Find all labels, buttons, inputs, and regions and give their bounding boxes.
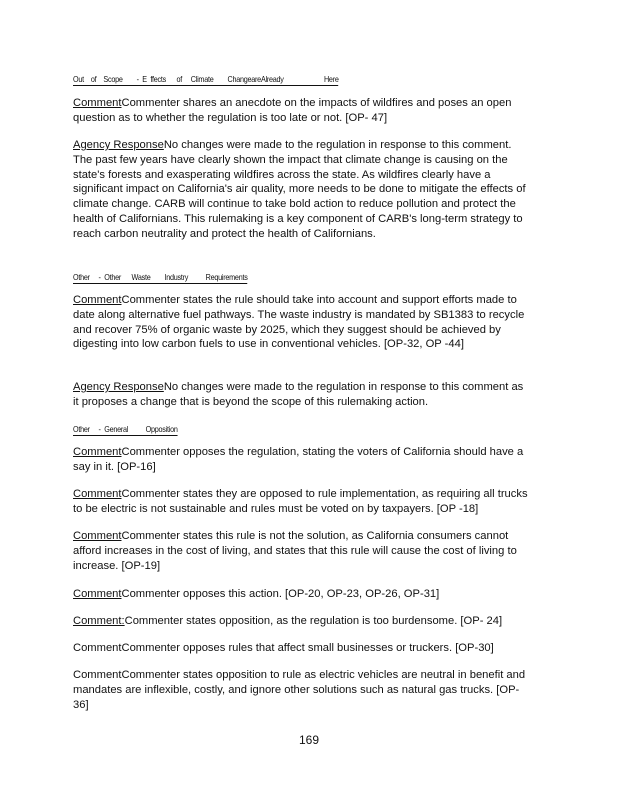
comment-entry <box>73 293 531 352</box>
comment-entry <box>73 529 531 573</box>
comment-text: Commenter shares an anecdote on the impacts of wildfires and poses an open question as to whether the regulation is too late or not. [OP- 47] <box>73 97 512 124</box>
agency-response-label: Agency Response <box>73 139 164 151</box>
comment-entry <box>73 668 531 712</box>
comment-text: Commenter opposes this action. [OP-20, OP-23, OP-26, OP-31] <box>121 588 440 600</box>
comment-text: Commenter states they are opposed to rule implementation, as requiring all trucks to be electric is not sustainable and rules must be voted on by taxpayers. [OP -18] <box>73 488 528 515</box>
comment-text: Commenter opposes the regulation, stating the voters of California should have a say in it. [OP-16] <box>73 446 524 473</box>
comment-entry <box>73 487 531 517</box>
comment-label: Comment: <box>73 615 125 627</box>
page-number: 169 <box>298 733 320 747</box>
comment-text: Commenter states this rule is not the solution, as California consumers cannot afford increases in the cost of living, and states that this rule will cause the cost of living to increase. [OP-19] <box>73 530 517 572</box>
comment-label: Comment <box>73 642 122 654</box>
comment-entry <box>73 614 531 629</box>
comment-text: Commenter states opposition to rule as electric vehicles are neutral in benefit and mandates are inflexible, costly, and ignore other solutions such as natural gas trucks. [OP-36] <box>73 669 526 711</box>
agency-response-entry <box>73 138 531 242</box>
comment-text: Commenter states the rule should take into account and support efforts made to date along alternative fuel pathways. The waste industry is mandated by SB1383 to recycle and recover 75% of organic waste by 2025, which they suggest should be achieved by digesting into low carbon fuels to use in conventional vehicles. [OP-32, OP -44] <box>73 294 525 351</box>
agency-response-label: Agency Response <box>73 381 164 393</box>
comment-text: Commenter opposes rules that affect small businesses or truckers. [OP-30] <box>121 642 494 654</box>
section-heading-general-opposition: Other - General Opposition <box>73 424 178 434</box>
comment-entry <box>73 96 531 126</box>
comment-text: Commenter states opposition, as the regulation is too burdensome. [OP- 24] <box>124 615 503 627</box>
comment-label: Comment <box>73 97 122 109</box>
agency-response-text: No changes were made to the regulation in response to this comment. The past few years have clearly shown the impact that climate change is causing on the state's forests and exasperating wildfires across the state. As wildfires clearly have a significant impact on California's air quality, more needs to be done to mitigate the effects of climate change. CARB will continue to take bold action to reduce pollution and protect the health of Californians. This rulemaking is a key component of CARB's long-term strategy to reach carbon neutrality and protect the health of Californians. <box>73 139 526 240</box>
comment-entry <box>73 587 531 602</box>
comment-label: Comment <box>73 488 122 500</box>
comment-label: Comment <box>73 669 122 681</box>
comment-label: Comment <box>73 446 122 458</box>
agency-response-text: No changes were made to the regulation in response to this comment as it proposes a change that is beyond the scope of this rulemaking action. <box>73 381 524 408</box>
comment-entry <box>73 641 531 656</box>
section-heading-waste-industry: Other - Other Waste Industry Requirements <box>73 272 248 282</box>
section-heading-out-of-scope: Out of Scope - E ffects of Climate ChangeareAlready Here <box>73 74 339 84</box>
comment-label: Comment <box>73 294 122 306</box>
comment-label: Comment <box>73 530 122 542</box>
comment-label: Comment <box>73 588 122 600</box>
agency-response-entry <box>73 380 531 410</box>
comment-entry <box>73 445 531 475</box>
